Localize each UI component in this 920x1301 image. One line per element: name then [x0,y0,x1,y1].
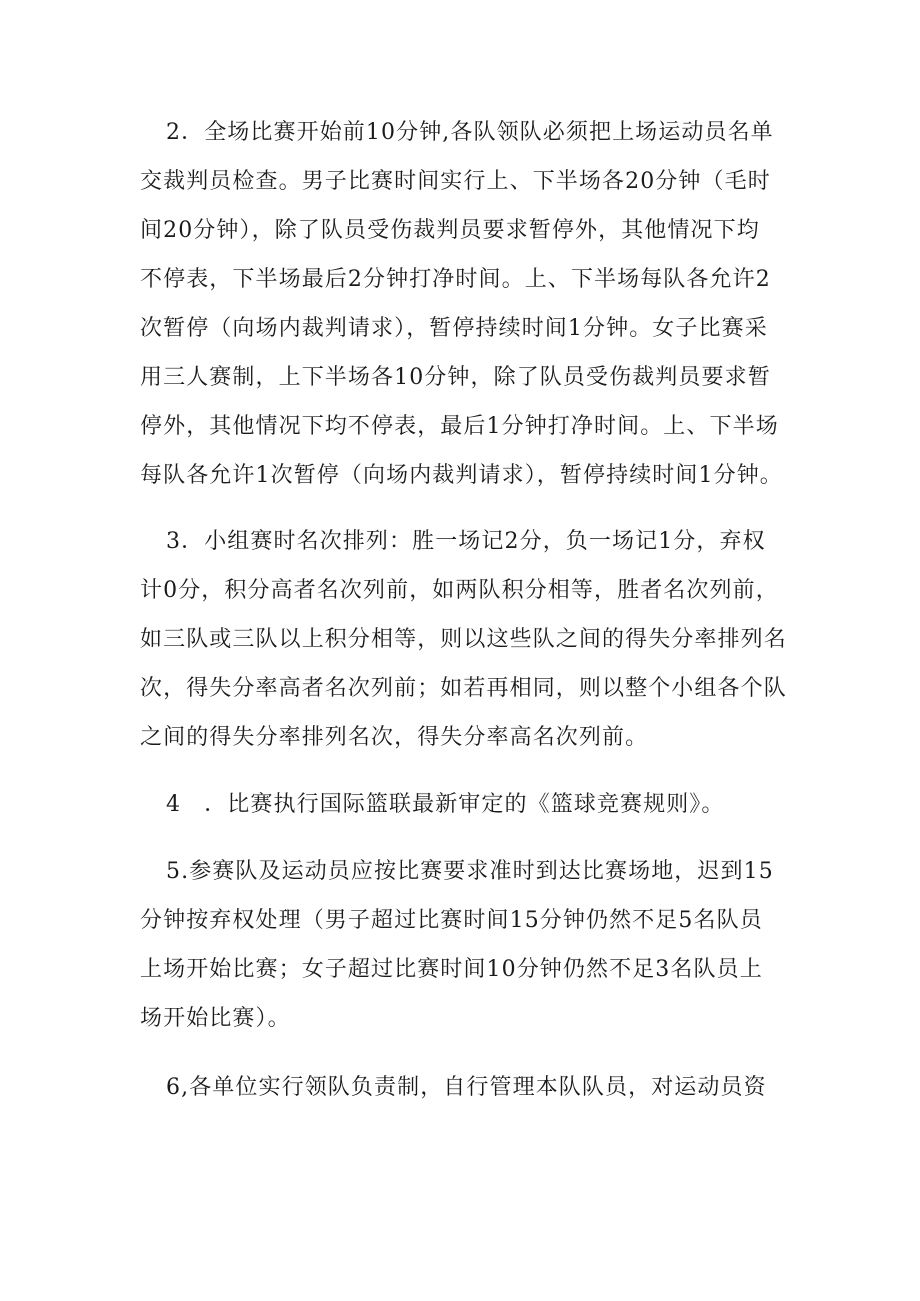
paragraph-line: 停外，其他情况下均不停表，最后1分钟打净时间。上、下半场 [140,414,779,439]
paragraph-line: 4 ．比赛执行国际篮联最新审定的《篮球竞赛规则》。 [166,792,725,817]
paragraph-line: 2．全场比赛开始前10分钟,各队领队必须把上场运动员名单 [166,120,774,145]
paragraph-line: 计0分，积分高者名次列前，如两队积分相等，胜者名次列前， [140,578,779,603]
paragraph-line: 5.参赛队及运动员应按比赛要求准时到达比赛场地，迟到15 [166,859,774,884]
paragraph-line: 上场开始比赛；女子超过比赛时间10分钟仍然不足3名队员上 [140,957,763,982]
paragraph-line: 次，得失分率高者名次列前；如若再相同，则以整个小组各个队 [140,676,787,701]
paragraph-line: 不停表，下半场最后2分钟打净时间。上、下半场每队各允许2 [140,267,771,292]
paragraph-line: 之间的得失分率排列名次，得失分率高名次列前。 [140,725,649,750]
paragraph-line: 用三人赛制，上下半场各10分钟，除了队员受伤裁判员要求暂 [140,365,771,390]
paragraph-line: 交裁判员检查。男子比赛时间实行上、下半场各20分钟（毛时 [140,169,771,194]
paragraph-line: 场开始比赛）。 [140,1006,291,1031]
paragraph-line: 分钟按弃权处理（男子超过比赛时间15分钟仍然不足5名队员 [140,908,763,933]
paragraph-line: 6,各单位实行领队负责制，自行管理本队队员，对运动员资 [166,1075,767,1100]
paragraph-line: 如三队或三队以上积分相等，则以这些队之间的得失分率排列名 [140,627,787,652]
paragraph-line: 每队各允许1次暂停（向场内裁判请求），暂停持续时间1分钟。 [140,463,783,488]
paragraph-line: 3．小组赛时名次排列：胜一场记2分，负一场记1分，弃权 [166,529,766,554]
paragraph-line: 间20分钟），除了队员受伤裁判员要求暂停外，其他情况下均 [140,218,760,243]
paragraph-line: 次暂停（向场内裁判请求），暂停持续时间1分钟。女子比赛采 [140,316,768,341]
